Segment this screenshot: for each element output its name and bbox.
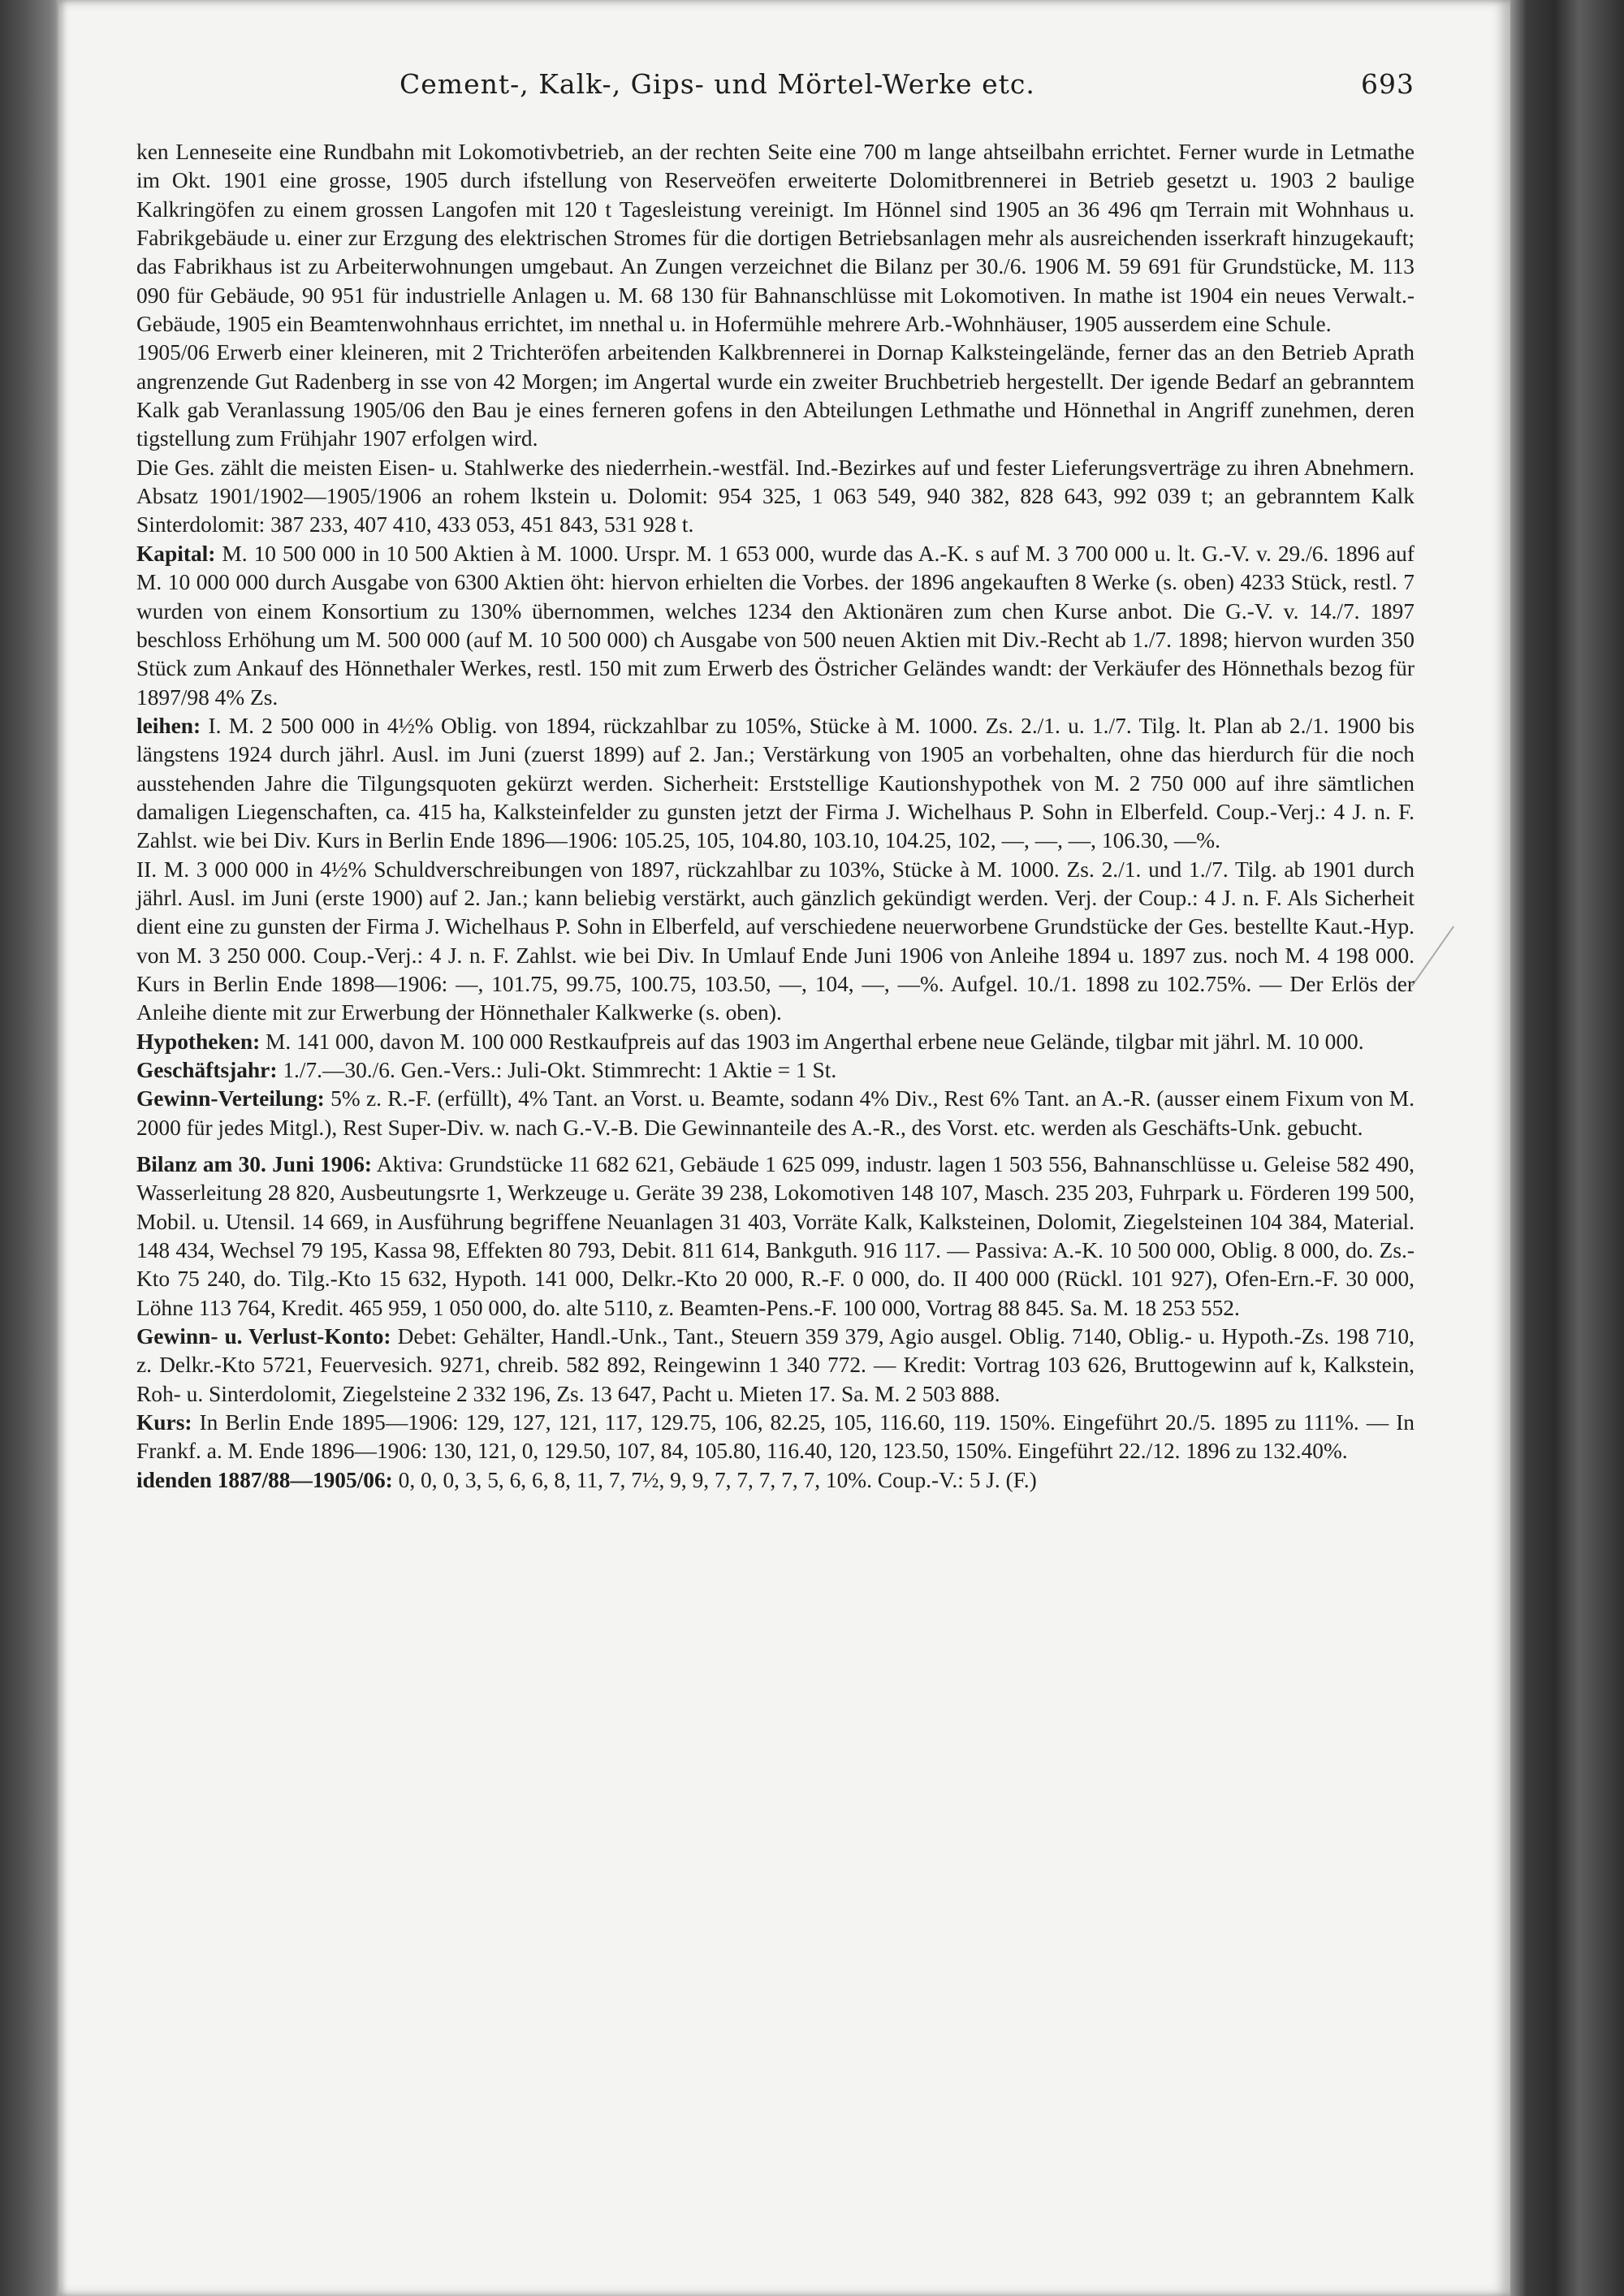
paragraph-erwerb	[136, 339, 1415, 453]
paragraph-text: M. 141 000, davon M. 100 000 Restkaufpreis auf das 1903 im Angerthal erbene neue Gelände, tilgbar mit jährl. M. 10 000.	[266, 1029, 1364, 1054]
paragraph-betriebsanlagen	[136, 138, 1415, 339]
paragraph-kurs	[136, 1409, 1415, 1466]
paragraph-text: ken Lenneseite eine Rundbahn mit Lokomotivbetrieb, an der rechten Seite eine 700 m lange ahtseilbahn errichtet. Ferner wurde in Letmathe im Okt. 1901 eine grosse, 1905 durch ifstellung von Reserveöfen erweiterte Dolomitbrennerei in Betrieb gesetzt u. 1903 2 baulige Kalkringöfen zu einem grossen Langofen mit 120 t Tagesleistung vereinigt. Im Hönnel sind 1905 an 36 496 qm Terrain mit Wohnhaus u. Fabrikgebäude u. einer zur Erzgung des elektrischen Stromes für die dortigen Betriebsanlagen mehr als ausreichenden isserkraft hinzugekauft; das Fabrikhaus ist zu Arbeiterwohnungen umgebaut. An Zungen verzeichnet die Bilanz per 30./6. 1906 M. 59 691 für Grundstücke, M. 113 090 für Gebäude, 90 951 für industrielle Anlagen u. M. 68 130 für Bahnanschlüsse mit Lokomotiven. In mathe ist 1904 ein neues Verwalt.-Gebäude, 1905 ein Beamtenwohnhaus errichtet, im nnethal u. in Hofermühle mehrere Arb.-Wohnhäuser, 1905 ausserdem eine Schule.	[136, 140, 1415, 337]
book-page	[58, 0, 1510, 2296]
paragraph-text: Die Ges. zählt die meisten Eisen- u. Stahlwerke des niederrhein.-westfäl. Ind.-Bezirkes auf und fester Lieferungsverträge zu ihren Abnehmern. Absatz 1901/1902—1905/1906 an rohem lkstein u. Dolomit: 954 325, 1 063 549, 940 382, 828 643, 992 039 t; an gebranntem Kalk Sinterdolomit: 387 233, 407 410, 433 053, 451 843, 531 928 t.	[136, 455, 1415, 537]
paragraph-text: 1./7.—30./6. Gen.-Vers.: Juli-Okt. Stimmrecht: 1 Aktie = 1 St.	[283, 1058, 837, 1082]
paragraph-anleihen-1	[136, 712, 1415, 856]
paragraph-text: Debet: Gehälter, Handl.-Unk., Tant., Steuern 359 379, Agio ausgel. Oblig. 7140, Oblig.- u. Hypoth.-Zs. 198 710, z. Delkr.-Kto 5721, Feuervesich. 9271, chreib. 582 892, Reingewinn 1 340 772. — Kredit: Vortrag 103 626, Bruttogewinn auf k, Kalkstein, Roh- u. Sinterdolomit, Ziegelsteine 2 332 196, Zs. 13 647, Pacht u. Mieten 17. Sa. M. 2 503 888.	[136, 1324, 1415, 1406]
paragraph-label: Hypotheken:	[136, 1029, 261, 1054]
paragraph-gewinn-verlust	[136, 1323, 1415, 1409]
paragraph-gewinn-verteilung	[136, 1085, 1415, 1142]
paragraph-label: Kapital:	[136, 541, 216, 566]
paragraph-hypotheken	[136, 1028, 1415, 1056]
paragraph-text: Aktiva: Grundstücke 11 682 621, Gebäude 1 625 099, industr. lagen 1 503 556, Bahnanschlüsse u. Geleise 582 490, Wasserleitung 28 820, Ausbeutungsrte 1, Werkzeuge u. Geräte 39 238, Lokomotiven 148 107, Masch. 235 203, Fuhrpark u. Förderen 199 500, Mobil. u. Utensil. 14 669, in Ausführung begriffene Neuanlagen 31 403, Vorräte Kalk, Kalksteinen, Dolomit, Ziegelsteinen 104 384, Material. 148 434, Wechsel 79 195, Kassa 98, Effekten 80 793, Debit. 811 614, Bankguth. 916 117. — Passiva: A.-K. 10 500 000, Oblig. 8 000, do. Zs.-Kto 75 240, do. Tilg.-Kto 15 632, Hypoth. 141 000, Delkr.-Kto 20 000, R.-F. 0 000, do. II 400 000 (Rückl. 101 927), Ofen-Ern.-F. 30 000, Löhne 113 764, Kredit. 465 959, 1 050 000, do. alte 5110, z. Beamten-Pens.-F. 100 000, Vortrag 88 845. Sa. M. 18 253 552.	[136, 1152, 1415, 1320]
margin-scratch-mark	[1411, 926, 1494, 1014]
paragraph-geschaeftsjahr	[136, 1056, 1415, 1085]
paragraph-label: Bilanz am 30. Juni 1906:	[136, 1152, 373, 1177]
paragraph-dividenden	[136, 1466, 1415, 1495]
paragraph-text: M. 10 500 000 in 10 500 Aktien à M. 1000. Urspr. M. 1 653 000, wurde das A.-K. s auf M. 3 700 000 u. lt. G.-V. v. 29./6. 1896 auf M. 10 000 000 durch Ausgabe von 6300 Aktien öht: hiervon erhielten die Vorbes. der 1896 angekauften 8 Werke (s. oben) 4233 Stück, restl. 7 wurden von einem Konsortium zu 130% übernommen, welches 1234 den Aktionären zum chen Kurse anbot. Die G.-V. v. 14./7. 1897 beschloss Erhöhung um M. 500 000 (auf M. 10 500 000) ch Ausgabe von 500 neuen Aktien mit Div.-Recht ab 1./7. 1898; hiervon wurden 350 Stück zum Ankauf des Hönnethaler Werkes, restl. 150 mit zum Erwerb des Östricher Geländes wandt: der Verkäufer des Hönnethals bezog für 1897/98 4% Zs.	[136, 541, 1415, 710]
paragraph-label: Kurs:	[136, 1410, 192, 1435]
paragraph-label: Gewinn-Verteilung:	[136, 1086, 325, 1111]
paragraph-anleihen-2	[136, 856, 1415, 1028]
paragraph-text: 5% z. R.-F. (erfüllt), 4% Tant. an Vorst. u. Beamte, sodann 4% Div., Rest 6% Tant. an A.-R. (ausser einem Fixum von M. 2000 für jedes Mitgl.), Rest Super-Div. w. nach G.-V.-B. Die Gewinnanteile des A.-R., des Vorst. etc. werden als Geschäfts-Unk. gebucht.	[136, 1086, 1415, 1140]
paragraph-label: Gewinn- u. Verlust-Konto:	[136, 1324, 391, 1349]
paragraph-text: I. M. 2 500 000 in 4½% Oblig. von 1894, rückzahlbar zu 105%, Stücke à M. 1000. Zs. 2./1. u. 1./7. Tilg. lt. Plan ab 2./1. 1900 bis längstens 1924 durch jährl. Ausl. im Juni (zuerst 1899) auf 2. Jan.; Verstärkung von 1905 an vorbehalten, ohne das hierdurch für die noch ausstehenden Jahre die Tilgungsquoten gekürzt werden. Sicherheit: Erststellige Kautionshypothek von M. 2 750 000 auf ihre sämtlichen damaligen Liegenschaften, ca. 415 ha, Kalksteinfelder zu gunsten jetzt der Firma J. Wichelhaus P. Sohn in Elberfeld. Coup.-Verj.: 4 J. n. F. Zahlst. wie bei Div. Kurs in Berlin Ende 1896—1906: 105.25, 105, 104.80, 103.10, 104.25, 102, —, —, —, 106.30, —%.	[136, 713, 1415, 853]
paragraph-bilanz	[136, 1150, 1415, 1323]
running-title: Cement-, Kalk-, Gips- und Mörtel-Werke etc.	[400, 68, 1035, 100]
paragraph-text: 1905/06 Erwerb einer kleineren, mit 2 Trichteröfen arbeitenden Kalkbrennerei in Dornap Kalksteingelände, ferner das an den Betrieb Aprath angrenzende Gut Radenberg in sse von 42 Morgen; im Angertal wurde ein zweiter Bruchbetrieb hergestellt. Der igende Bedarf an gebranntem Kalk gab Veranlassung 1905/06 den Bau je eines ferneren gofens in den Abteilungen Lethmathe und Hönnethal in Angriff zunehmen, deren tigstellung zum Frühjahr 1907 erfolgen wird.	[136, 340, 1415, 451]
paragraph-absatz	[136, 454, 1415, 540]
paragraph-label: Geschäftsjahr:	[136, 1058, 278, 1082]
running-header	[58, 68, 1510, 104]
paragraph-label: leihen:	[136, 713, 201, 738]
page-body	[136, 138, 1415, 1495]
paragraph-text: 0, 0, 0, 3, 5, 6, 6, 8, 11, 7, 7½, 9, 9, 7, 7, 7, 7, 7, 10%. Coup.-V.: 5 J. (F.)	[398, 1467, 1037, 1492]
page-number: 693	[1361, 68, 1415, 100]
paragraph-label: idenden 1887/88—1905/06:	[136, 1467, 393, 1492]
paragraph-text: II. M. 3 000 000 in 4½% Schuldverschreibungen von 1897, rückzahlbar zu 103%, Stücke à M. 1000. Zs. 2./1. und 1./7. Tilg. ab 1901 durch jährl. Ausl. im Juni (erste 1900) auf 2. Jan.; kann beliebig verstärkt, auch gänzlich gekündigt werden. Verj. der Coup.: 4 J. n. F. Als Sicherheit dient eine zu gunsten der Firma J. Wichelhaus P. Sohn in Elberfeld, auf verschiedene neuerworbene Grundstücke der Ges. bestellte Kaut.-Hyp. von M. 3 250 000. Coup.-Verj.: 4 J. n. F. Zahlst. wie bei Div. In Umlauf Ende Juni 1906 von Anleihe 1894 u. 1897 zus. noch M. 4 198 000. Kurs in Berlin Ende 1898—1906: —, 101.75, 99.75, 100.75, 103.50, —, 104, —, —%. Aufgel. 10./1. 1898 zu 102.75%. — Der Erlös der Anleihe diente mit zur Erwerbung der Hönnethaler Kalkwerke (s. oben).	[136, 857, 1415, 1025]
paragraph-text: In Berlin Ende 1895—1906: 129, 127, 121, 117, 129.75, 106, 82.25, 105, 116.60, 119. 150%. Eingeführt 20./5. 1895 zu 111%. — In Frankf. a. M. Ende 1896—1906: 130, 121, 0, 129.50, 107, 84, 105.80, 116.40, 120, 123.50, 150%. Eingeführt 22./12. 1896 zu 132.40%.	[136, 1410, 1415, 1464]
paragraph-kapital	[136, 540, 1415, 712]
